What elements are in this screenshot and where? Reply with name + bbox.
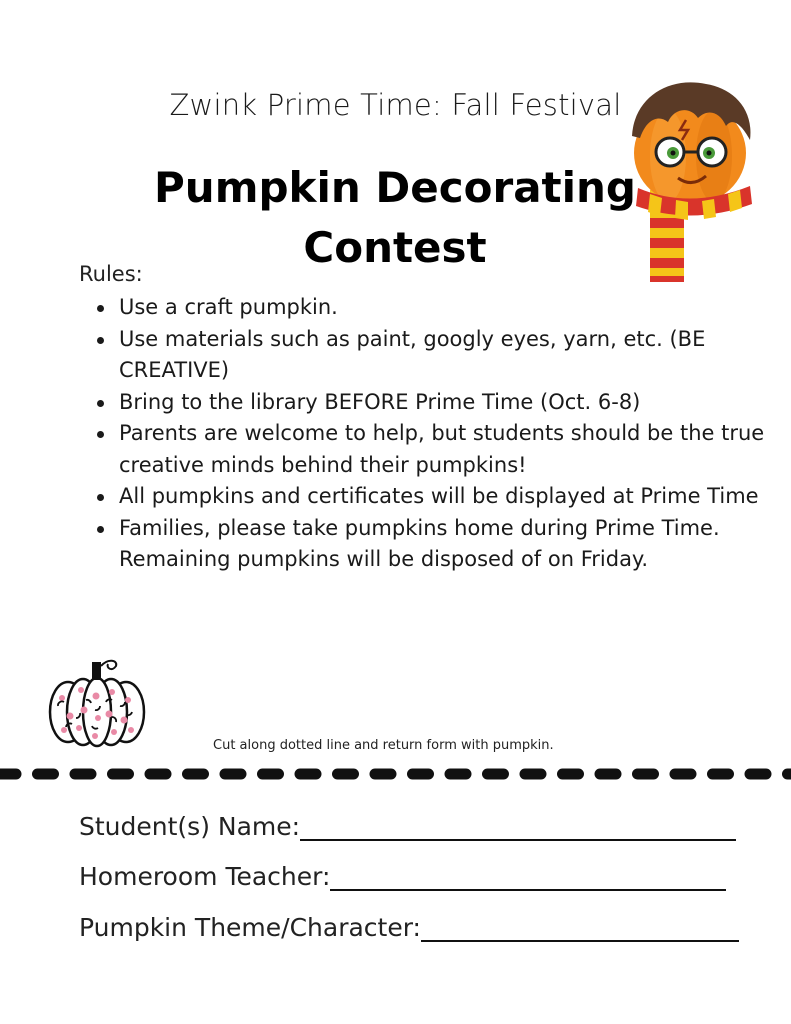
homeroom-label: Homeroom Teacher:: [79, 862, 331, 891]
rule-item: Bring to the library BEFORE Prime Time (Oct. 6-8): [119, 387, 769, 419]
rules-label: Rules:: [79, 262, 143, 286]
leopard-pumpkin-illustration: [46, 656, 148, 748]
cut-instruction: Cut along dotted line and return form with pumpkin.: [213, 738, 554, 753]
homeroom-field[interactable]: [330, 888, 726, 891]
rule-item: Use materials such as paint, googly eyes, yarn, etc. (BE CREATIVE): [119, 324, 769, 387]
pumpkin-stem: [92, 662, 101, 680]
dotted-cut-line: [0, 767, 791, 781]
page-title: [90, 158, 700, 278]
homeroom-row: [79, 862, 726, 891]
rule-item: Families, please take pumpkins home during Prime Time. Remaining pumpkins will be disposed of on Friday.: [119, 513, 769, 576]
rule-item: Parents are welcome to help, but students should be the true creative minds behind their pumpkins!: [119, 418, 769, 481]
student-name-label: Student(s) Name:: [79, 812, 301, 841]
rule-item: All pumpkins and certificates will be displayed at Prime Time: [119, 481, 769, 513]
theme-field[interactable]: [421, 939, 739, 942]
rules-list: [79, 292, 769, 576]
student-name-field[interactable]: [300, 838, 736, 841]
title-line-1: Pumpkin Decorating: [154, 163, 636, 212]
theme-label: Pumpkin Theme/Character:: [79, 913, 421, 942]
harry-potter-pumpkin-illustration: [628, 78, 758, 288]
rule-item: Use a craft pumpkin.: [119, 292, 769, 324]
event-subtitle: Zwink Prime Time: Fall Festival: [169, 88, 622, 122]
title-line-2: Contest: [303, 223, 487, 272]
student-name-row: [79, 812, 736, 841]
theme-row: [79, 913, 739, 942]
